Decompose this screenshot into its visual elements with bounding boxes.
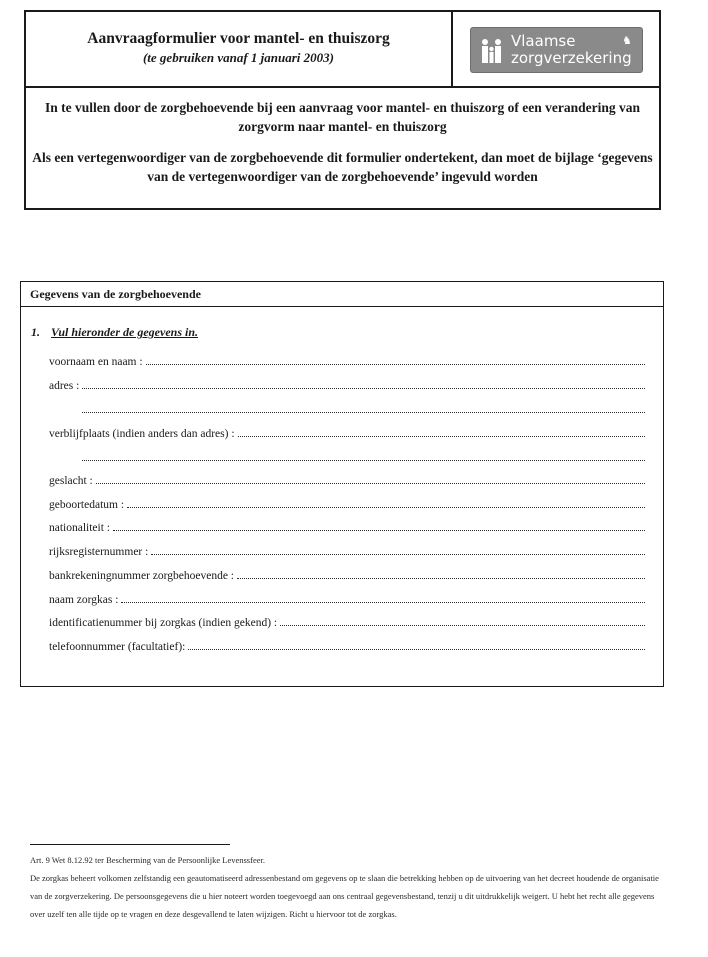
footnote-line-1: Art. 9 Wet 8.12.92 ter Bescherming van de Persoonlijke Levenssfeer.	[30, 855, 265, 865]
field-address[interactable]	[49, 380, 645, 392]
family-figures-icon	[479, 37, 505, 65]
field-gender[interactable]	[49, 475, 645, 487]
title-cell	[26, 12, 453, 88]
field-nationality[interactable]	[49, 522, 645, 534]
field-dotted-line[interactable]	[96, 482, 645, 484]
question-text: Vul hieronder de gegevens in.	[51, 325, 199, 339]
field-address-continued[interactable]	[79, 402, 645, 413]
field-residence[interactable]	[49, 428, 645, 440]
field-label: bankrekeningnummer zorgbehoevende :	[49, 570, 234, 582]
field-label: telefoonnummer (facultatief):	[49, 641, 186, 653]
field-label: identificatienummer bij zorgkas (indien gekend) :	[49, 617, 278, 629]
logo-text	[511, 33, 632, 67]
instructions	[26, 98, 659, 198]
field-first-last-name[interactable]	[49, 356, 645, 368]
instruction-2: Als een vertegenwoordiger van de zorgbehoevende dit formulier ondertekent, dan moet de bijlage ‘gegevens van de vertegenwoordiger van de zorgbehoevende’ ingevuld worden	[32, 150, 653, 184]
field-phone-number[interactable]	[49, 641, 645, 653]
logo-line-2: zorgverzekering	[511, 49, 632, 67]
field-dotted-line[interactable]	[188, 648, 645, 650]
field-residence-continued[interactable]	[79, 450, 645, 461]
field-dotted-line[interactable]	[82, 459, 645, 461]
logo-line-1: Vlaamse	[511, 32, 576, 50]
header-box	[24, 10, 661, 210]
field-bank-account[interactable]	[49, 570, 645, 582]
footnote-divider	[30, 844, 230, 845]
field-label: naam zorgkas :	[49, 594, 119, 606]
form-subtitle: (te gebruiken vanaf 1 januari 2003)	[142, 50, 335, 65]
field-label: adres :	[49, 380, 80, 392]
field-care-fund-name[interactable]	[49, 594, 645, 606]
question-number: 1.	[31, 325, 40, 339]
field-dotted-line[interactable]	[146, 363, 645, 365]
form-title: Aanvraagformulier voor mantel- en thuiszorg	[87, 30, 390, 47]
field-dotted-line[interactable]	[151, 553, 645, 555]
flemish-lion-icon: ♞	[622, 34, 632, 47]
field-dotted-line[interactable]	[82, 387, 645, 389]
beneficiary-section	[20, 281, 664, 687]
field-label: verblijfplaats (indien anders dan adres) :	[49, 428, 235, 440]
field-label: geslacht :	[49, 475, 93, 487]
section-title: Gegevens van de zorgbehoevende	[21, 282, 663, 307]
field-dotted-line[interactable]	[127, 506, 645, 508]
field-birthdate[interactable]	[49, 499, 645, 511]
field-dotted-line[interactable]	[237, 577, 645, 579]
field-care-fund-id[interactable]	[49, 617, 645, 629]
field-dotted-line[interactable]	[113, 529, 645, 531]
field-dotted-line[interactable]	[280, 624, 645, 626]
field-dotted-line[interactable]	[82, 411, 645, 413]
footnote	[30, 851, 670, 923]
vlaamse-zorgverzekering-logo	[470, 27, 643, 73]
field-label: geboortedatum :	[49, 499, 125, 511]
field-dotted-line[interactable]	[238, 435, 645, 437]
field-dotted-line[interactable]	[121, 601, 645, 603]
field-label: voornaam en naam :	[49, 356, 143, 368]
instruction-1: In te vullen door de zorgbehoevende bij een aanvraag voor mantel- en thuiszorg of een verandering van zorgvorm naar mantel- en thuiszorg	[45, 100, 640, 134]
field-label: rijksregisternummer :	[49, 546, 149, 558]
footnote-line-2: De zorgkas beheert volkomen zelfstandig een geautomatiseerd adressenbestand om gegevens op te slaan die betrekking hebben op de uitvoering van het decreet houdende de organisatie van de zorgverzekering. De persoonsgegevens die u hier noteert worden toegevoegd aan ons centraal gegevensbestand, tenzij u dit uitdrukkelijk weigert. U hebt het recht alle gegevens over uzelf ten alle tijde op te vragen en deze desgevallend te laten wijzigen. Richt u hiervoor tot de zorgkas.	[30, 873, 659, 919]
field-national-register-number[interactable]	[49, 546, 645, 558]
field-label: nationaliteit :	[49, 522, 110, 534]
logo-cell	[453, 12, 659, 88]
question-title	[31, 325, 198, 340]
